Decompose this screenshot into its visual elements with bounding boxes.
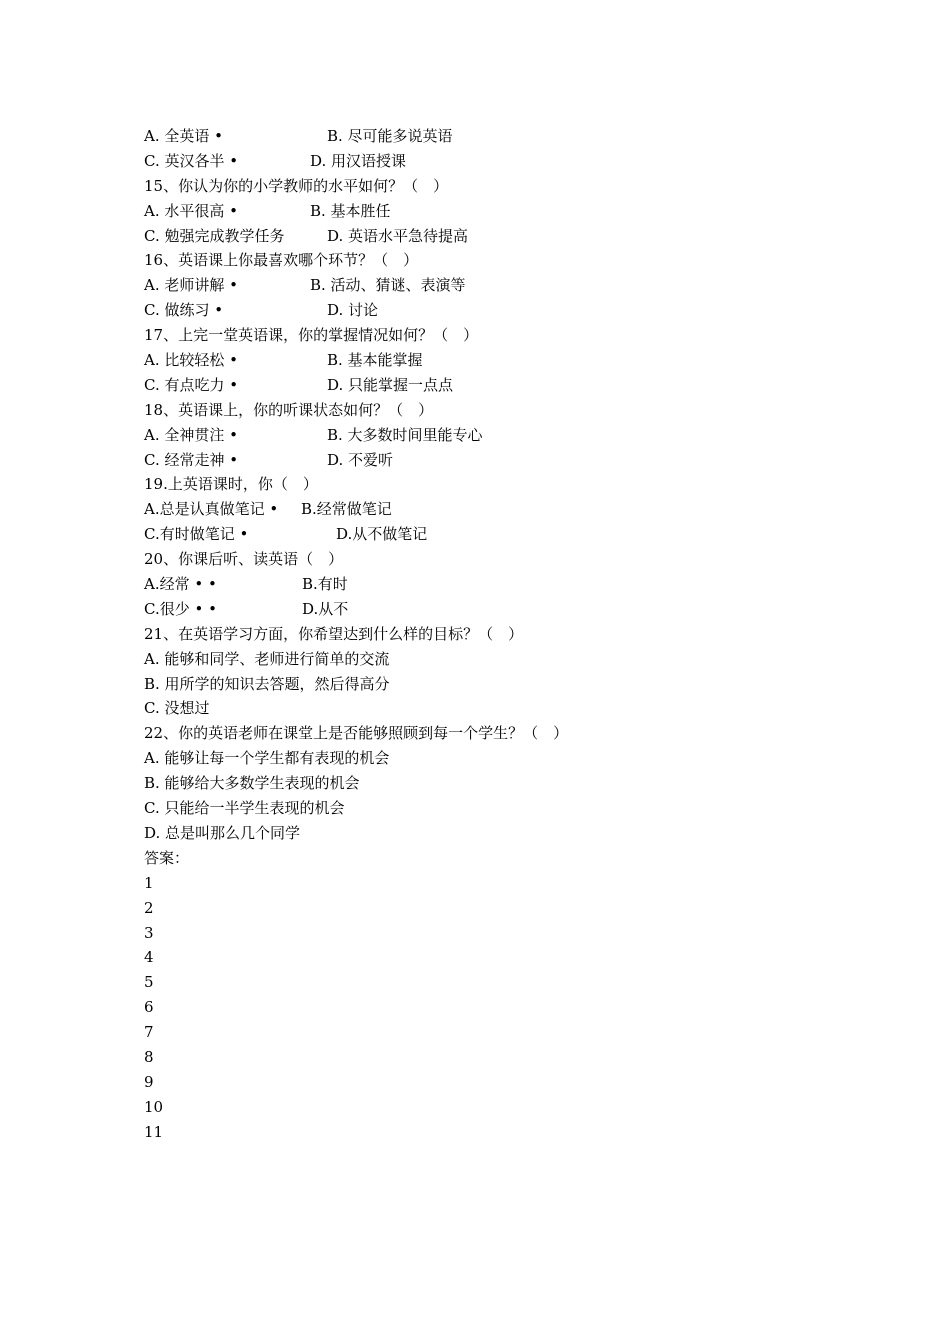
option-row — [144, 497, 864, 522]
answer-number: 10 — [144, 1097, 164, 1116]
option-c: C.很少 • • — [144, 599, 217, 618]
answer-number: 11 — [144, 1122, 164, 1141]
option-b: B. 基本能掌握 — [327, 351, 423, 370]
question-16: 16、英语课上你最喜欢哪个环节？（ ） — [144, 251, 419, 270]
option-d: D. 英语水平急待提高 — [327, 226, 469, 245]
option-d: D. 总是叫那么几个同学 — [144, 823, 301, 842]
option-b: B. 活动、猜谜、表演等 — [310, 276, 466, 295]
option-c: C. 有点吃力 • — [144, 375, 239, 394]
option-a: A.经常 • • — [144, 575, 217, 594]
option-b: B. 能够给大多数学生表现的机会 — [144, 774, 360, 793]
option-row — [144, 448, 864, 473]
question-22: 22、你的英语老师在课堂上是否能够照顾到每一个学生？（ ） — [144, 724, 569, 743]
option-b: B. 用所学的知识去答题，然后得高分 — [144, 674, 390, 693]
question-17: 17、上完一堂英语课，你的掌握情况如何？（ ） — [144, 326, 479, 345]
option-row — [144, 124, 864, 149]
answer-heading: 答案： — [144, 848, 190, 867]
answer-number: 9 — [144, 1072, 154, 1091]
question-21: 21、在英语学习方面，你希望达到什么样的目标？（ ） — [144, 624, 524, 643]
option-a: A. 比较轻松 • — [144, 351, 238, 370]
questionnaire-content — [144, 124, 864, 1145]
option-a: A. 能够和同学、老师进行简单的交流 — [144, 649, 390, 668]
option-d: D. 用汉语授课 — [310, 151, 407, 170]
option-a: A.总是认真做笔记 • — [144, 500, 279, 519]
option-a: A. 能够让每一个学生都有表现的机会 — [144, 749, 390, 768]
option-a: A. 全英语 • — [144, 127, 223, 145]
option-row — [144, 149, 864, 174]
option-row — [144, 224, 864, 249]
option-row — [144, 199, 864, 224]
option-b: B.经常做笔记 — [301, 500, 392, 519]
question-20: 20、你课后听、读英语（ ） — [144, 550, 344, 569]
option-b: B. 基本胜任 — [310, 201, 391, 220]
option-row — [144, 423, 864, 448]
question-18: 18、英语课上，你的听课状态如何？（ ） — [144, 400, 434, 419]
option-d: D. 只能掌握一点点 — [327, 375, 454, 394]
answer-number: 5 — [144, 973, 154, 992]
option-row — [144, 522, 864, 547]
option-row — [144, 348, 864, 373]
option-row — [144, 373, 864, 398]
option-b: B.有时 — [302, 575, 348, 594]
answer-number: 7 — [144, 1023, 154, 1042]
option-c: C. 做练习 • — [144, 301, 224, 320]
option-c: C.有时做笔记 • — [144, 525, 249, 544]
answer-number: 8 — [144, 1047, 154, 1066]
option-d: D. 讨论 — [327, 301, 379, 320]
option-a: A. 全神贯注 • — [144, 425, 238, 444]
option-c: C. 勉强完成教学任务 — [144, 226, 285, 245]
answer-number: 1 — [144, 873, 154, 892]
option-d: D. 不爱听 — [327, 450, 394, 469]
answer-number: 6 — [144, 998, 154, 1017]
option-row — [144, 298, 864, 323]
option-row — [144, 597, 864, 622]
option-d: D.从不做笔记 — [336, 525, 428, 544]
option-c: C. 没想过 — [144, 699, 210, 718]
option-row — [144, 572, 864, 597]
answer-number: 3 — [144, 923, 154, 942]
option-c: C. 只能给一半学生表现的机会 — [144, 799, 345, 818]
option-row — [144, 273, 864, 298]
question-19: 19.上英语课时，你（ ） — [144, 475, 318, 494]
answer-number: 4 — [144, 948, 154, 967]
option-c: C. 英汉各半 • — [144, 151, 239, 170]
question-15: 15、你认为你的小学教师的水平如何？（ ） — [144, 176, 449, 195]
answer-number: 2 — [144, 898, 154, 917]
option-c: C. 经常走神 • — [144, 450, 239, 469]
option-b: B. 大多数时间里能专心 — [327, 425, 483, 444]
option-a: A. 老师讲解 • — [144, 276, 238, 295]
option-a: A. 水平很高 • — [144, 201, 238, 220]
option-d: D.从不 — [302, 599, 349, 618]
option-b: B. 尽可能多说英语 — [327, 127, 453, 145]
